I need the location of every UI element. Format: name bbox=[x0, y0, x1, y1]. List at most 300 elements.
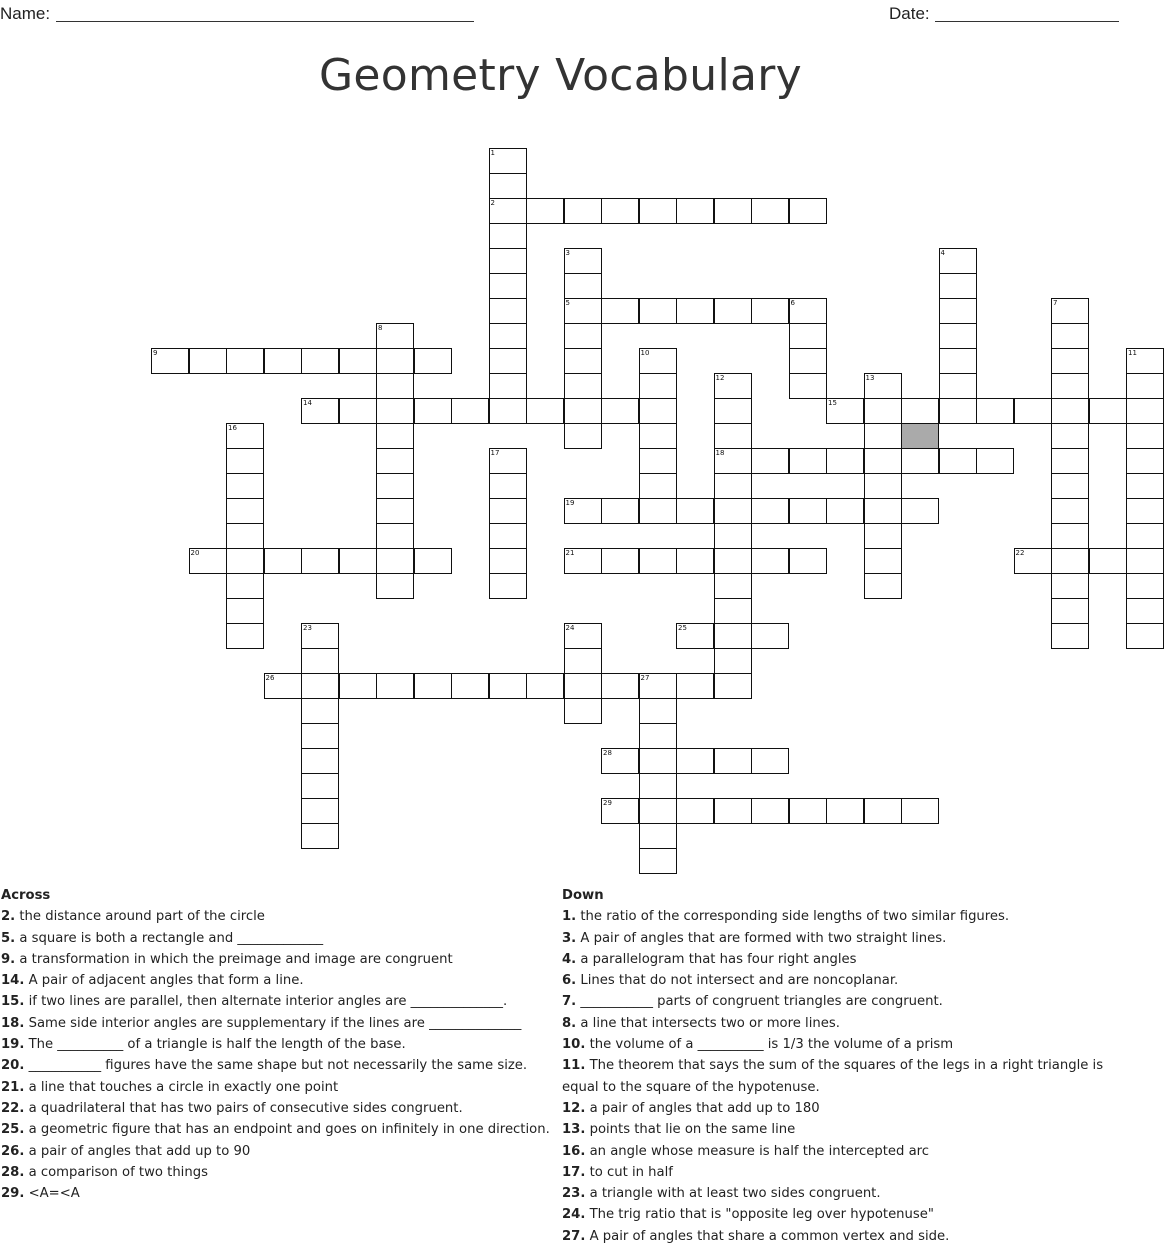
clue-text: a pair of angles that add up to 180 bbox=[585, 1100, 820, 1116]
grid-cell[interactable] bbox=[226, 423, 264, 449]
clue-item bbox=[562, 991, 1118, 1012]
grid-cell[interactable] bbox=[489, 198, 527, 224]
grid-cell[interactable] bbox=[826, 798, 864, 824]
grid-cell[interactable] bbox=[864, 798, 902, 824]
grid-cell[interactable] bbox=[639, 823, 677, 849]
cell-number: 29 bbox=[603, 799, 612, 807]
down-clue-list bbox=[562, 906, 1118, 1247]
grid-cell[interactable] bbox=[489, 298, 527, 324]
grid-cell[interactable] bbox=[1014, 398, 1052, 424]
clue-item bbox=[1, 1098, 561, 1119]
grid-cell[interactable] bbox=[1051, 298, 1089, 324]
grid-cell[interactable] bbox=[414, 673, 452, 699]
clue-item bbox=[562, 970, 1118, 991]
grid-cell[interactable] bbox=[414, 398, 452, 424]
grid-cell[interactable] bbox=[301, 723, 339, 749]
grid-cell[interactable] bbox=[226, 573, 264, 599]
grid-cell[interactable] bbox=[301, 623, 339, 649]
grid-cell[interactable] bbox=[601, 748, 639, 774]
grid-cell[interactable] bbox=[564, 373, 602, 399]
grid-cell[interactable] bbox=[376, 548, 414, 574]
grid-cell[interactable] bbox=[751, 498, 789, 524]
cell-number: 19 bbox=[565, 499, 575, 507]
grid-cell[interactable] bbox=[489, 548, 527, 574]
grid-cell[interactable] bbox=[639, 698, 677, 724]
clue-item bbox=[562, 1183, 1118, 1204]
grid-cell[interactable] bbox=[451, 398, 489, 424]
cell-number: 8 bbox=[378, 324, 383, 332]
grid-cell[interactable] bbox=[564, 423, 602, 449]
grid-cell[interactable] bbox=[376, 473, 414, 499]
clue-item bbox=[1, 928, 561, 949]
grid-cell[interactable] bbox=[489, 273, 527, 299]
clue-item bbox=[562, 1141, 1118, 1162]
across-heading: Across bbox=[1, 888, 51, 903]
grid-cell[interactable] bbox=[939, 273, 977, 299]
grid-cell[interactable] bbox=[526, 198, 564, 224]
grid-cell[interactable] bbox=[751, 548, 789, 574]
grid-cell[interactable] bbox=[301, 673, 339, 699]
grid-cell[interactable] bbox=[489, 448, 527, 474]
grid-cell[interactable] bbox=[1051, 348, 1089, 374]
grid-cell[interactable] bbox=[526, 673, 564, 699]
grid-cell[interactable] bbox=[564, 398, 602, 424]
grid-cell[interactable] bbox=[714, 198, 752, 224]
grid-cell[interactable] bbox=[676, 498, 714, 524]
grid-cell[interactable] bbox=[714, 748, 752, 774]
grid-cell[interactable] bbox=[489, 223, 527, 249]
grid-cell[interactable] bbox=[789, 448, 827, 474]
clue-text: ___________ figures have the same shape but not necessarily the same size. bbox=[24, 1058, 528, 1074]
clue-item bbox=[1, 1077, 561, 1098]
grid-cell[interactable] bbox=[976, 398, 1014, 424]
grid-cell[interactable] bbox=[639, 348, 677, 374]
clue-item bbox=[562, 949, 1118, 970]
clue-number: 20. bbox=[1, 1058, 25, 1074]
grid-cell[interactable] bbox=[601, 548, 639, 574]
clue-number: 12. bbox=[562, 1100, 586, 1116]
grid-cell[interactable] bbox=[789, 323, 827, 349]
grid-cell[interactable] bbox=[151, 348, 189, 374]
grid-cell[interactable] bbox=[226, 473, 264, 499]
cell-number: 26 bbox=[265, 674, 275, 682]
grid-cell[interactable] bbox=[639, 723, 677, 749]
clue-number: 23. bbox=[562, 1186, 586, 1202]
clue-item bbox=[1, 991, 561, 1012]
grid-cell[interactable] bbox=[264, 348, 302, 374]
grid-cell[interactable] bbox=[564, 548, 602, 574]
clue-item bbox=[562, 1098, 1118, 1119]
grid-cell[interactable] bbox=[676, 548, 714, 574]
grid-cell[interactable] bbox=[1126, 498, 1164, 524]
grid-cell[interactable] bbox=[714, 673, 752, 699]
clue-number: 26. bbox=[1, 1143, 25, 1159]
grid-cell[interactable] bbox=[714, 648, 752, 674]
grid-cell[interactable] bbox=[939, 373, 977, 399]
grid-cell[interactable] bbox=[489, 398, 527, 424]
grid-cell[interactable] bbox=[676, 798, 714, 824]
cell-number: 13 bbox=[865, 374, 875, 382]
grid-cell[interactable] bbox=[1126, 548, 1164, 574]
grid-cell[interactable] bbox=[1051, 373, 1089, 399]
grid-cell[interactable] bbox=[864, 548, 902, 574]
clue-number: 22. bbox=[1, 1100, 25, 1116]
grid-cell[interactable] bbox=[489, 348, 527, 374]
grid-cell[interactable] bbox=[676, 673, 714, 699]
grid-cell[interactable] bbox=[864, 373, 902, 399]
clue-item bbox=[562, 1204, 1118, 1225]
grid-cell[interactable] bbox=[489, 148, 527, 174]
grid-cell[interactable] bbox=[639, 498, 677, 524]
clue-text: if two lines are parallel, then alternate interior angles are ______________. bbox=[24, 994, 508, 1010]
cell-number: 18 bbox=[715, 449, 725, 457]
clue-text: points that lie on the same line bbox=[585, 1122, 796, 1138]
grid-cell[interactable] bbox=[976, 448, 1014, 474]
grid-cell[interactable] bbox=[376, 423, 414, 449]
grid-cell[interactable] bbox=[1051, 548, 1089, 574]
clue-item bbox=[562, 1034, 1118, 1055]
page-title: Geometry Vocabulary bbox=[319, 50, 802, 101]
clue-text: The __________ of a triangle is half the length of the base. bbox=[24, 1037, 406, 1053]
grid-cell[interactable] bbox=[414, 548, 452, 574]
grid-cell[interactable] bbox=[789, 198, 827, 224]
grid-cell[interactable] bbox=[901, 448, 939, 474]
down-clues bbox=[562, 885, 1118, 1247]
grid-cell[interactable] bbox=[564, 248, 602, 274]
cell-number: 21 bbox=[565, 549, 575, 557]
grid-cell[interactable] bbox=[714, 298, 752, 324]
grid-cell[interactable] bbox=[1126, 573, 1164, 599]
grid-cell[interactable] bbox=[751, 448, 789, 474]
grid-cell[interactable] bbox=[714, 448, 752, 474]
grid-cell[interactable] bbox=[714, 373, 752, 399]
grid-cell[interactable] bbox=[789, 798, 827, 824]
grid-cell[interactable] bbox=[489, 248, 527, 274]
grid-cell[interactable] bbox=[639, 298, 677, 324]
grid-cell[interactable] bbox=[751, 798, 789, 824]
clue-text: a transformation in which the preimage and image are congruent bbox=[15, 951, 453, 967]
grid-cell[interactable] bbox=[1051, 498, 1089, 524]
name-label: Name: bbox=[0, 4, 51, 23]
cell-number: 25 bbox=[678, 624, 687, 632]
grid-cell[interactable] bbox=[639, 473, 677, 499]
grid-cell[interactable] bbox=[789, 548, 827, 574]
grid-cell[interactable] bbox=[639, 373, 677, 399]
grid-cell[interactable] bbox=[826, 398, 864, 424]
grid-cell[interactable] bbox=[601, 498, 639, 524]
grid-cell[interactable] bbox=[639, 798, 677, 824]
grid-cell[interactable] bbox=[1051, 448, 1089, 474]
grid-cell[interactable] bbox=[789, 373, 827, 399]
grid-cell[interactable] bbox=[564, 648, 602, 674]
grid-cell[interactable] bbox=[639, 548, 677, 574]
clue-number: 9. bbox=[1, 951, 16, 967]
grid-cell[interactable] bbox=[676, 198, 714, 224]
clue-text: a square is both a rectangle and _____________ bbox=[15, 930, 324, 946]
clue-number: 8. bbox=[562, 1015, 577, 1031]
grid-cell[interactable] bbox=[564, 198, 602, 224]
grid-cell[interactable] bbox=[1051, 398, 1089, 424]
grid-cell[interactable] bbox=[1014, 548, 1052, 574]
grid-cell[interactable] bbox=[489, 673, 527, 699]
grid-cell[interactable] bbox=[189, 548, 227, 574]
grid-cell[interactable] bbox=[639, 848, 677, 874]
grid-cell[interactable] bbox=[864, 473, 902, 499]
grid-cell[interactable] bbox=[301, 548, 339, 574]
clue-item bbox=[562, 1162, 1118, 1183]
cell-number: 2 bbox=[490, 199, 495, 207]
grid-cell[interactable] bbox=[376, 448, 414, 474]
grid-cell[interactable] bbox=[1126, 448, 1164, 474]
clue-text: the volume of a __________ is 1/3 the volume of a prism bbox=[585, 1037, 954, 1053]
grid-cell[interactable] bbox=[339, 398, 377, 424]
grid-cell[interactable] bbox=[301, 648, 339, 674]
grid-cell[interactable] bbox=[301, 798, 339, 824]
clue-item bbox=[562, 1055, 1118, 1098]
grid-cell[interactable] bbox=[714, 548, 752, 574]
grid-cell[interactable] bbox=[301, 398, 339, 424]
grid-cell[interactable] bbox=[601, 398, 639, 424]
grid-cell[interactable] bbox=[864, 523, 902, 549]
grid-cell[interactable] bbox=[489, 373, 527, 399]
cell-number: 12 bbox=[715, 374, 725, 382]
clue-item bbox=[562, 1013, 1118, 1034]
grid-cell[interactable] bbox=[264, 548, 302, 574]
cell-number: 27 bbox=[640, 674, 650, 682]
grid-cell[interactable] bbox=[714, 798, 752, 824]
clue-text: a line that intersects two or more lines. bbox=[576, 1015, 840, 1031]
cell-number: 5 bbox=[565, 299, 570, 307]
grid-cell[interactable] bbox=[1089, 398, 1127, 424]
grid-cell[interactable] bbox=[789, 298, 827, 324]
cell-number: 23 bbox=[303, 624, 312, 632]
grid-cell[interactable] bbox=[864, 423, 902, 449]
grid-cell[interactable] bbox=[939, 348, 977, 374]
grid-cell[interactable] bbox=[751, 748, 789, 774]
clue-number: 18. bbox=[1, 1015, 25, 1031]
clue-text: Same side interior angles are supplementary if the lines are ______________ bbox=[24, 1015, 522, 1031]
grid-cell[interactable] bbox=[1051, 323, 1089, 349]
grid-cell[interactable] bbox=[489, 473, 527, 499]
clue-number: 15. bbox=[1, 994, 25, 1010]
grid-cell[interactable] bbox=[676, 298, 714, 324]
grid-cell[interactable] bbox=[301, 348, 339, 374]
grid-cell[interactable] bbox=[564, 673, 602, 699]
grid-cell[interactable] bbox=[789, 498, 827, 524]
grid-cell[interactable] bbox=[376, 498, 414, 524]
grid-cell[interactable] bbox=[714, 623, 752, 649]
grid-cell[interactable] bbox=[376, 673, 414, 699]
grid-cell[interactable] bbox=[939, 323, 977, 349]
grid-cell[interactable] bbox=[901, 398, 939, 424]
cell-number: 10 bbox=[640, 349, 650, 357]
grid-cell[interactable] bbox=[376, 373, 414, 399]
grid-cell[interactable] bbox=[901, 498, 939, 524]
grid-cell[interactable] bbox=[714, 473, 752, 499]
across-clues bbox=[1, 885, 561, 1204]
clue-text: to cut in half bbox=[585, 1164, 673, 1180]
grid-cell[interactable] bbox=[376, 523, 414, 549]
cell-number: 24 bbox=[565, 624, 575, 632]
clue-text: a line that touches a circle in exactly one point bbox=[24, 1079, 339, 1095]
clue-item bbox=[562, 1226, 1118, 1247]
grid-cell[interactable] bbox=[339, 348, 377, 374]
grid-cell[interactable] bbox=[489, 573, 527, 599]
grid-cell[interactable] bbox=[864, 398, 902, 424]
grid-cell[interactable] bbox=[301, 823, 339, 849]
grid-cell[interactable] bbox=[714, 573, 752, 599]
grid-cell[interactable] bbox=[226, 598, 264, 624]
clue-item bbox=[1, 1183, 561, 1204]
clue-item bbox=[1, 1119, 561, 1140]
grid-cell[interactable] bbox=[1051, 573, 1089, 599]
grid-cell[interactable] bbox=[714, 398, 752, 424]
clue-item bbox=[1, 1034, 561, 1055]
grid-cell[interactable] bbox=[714, 523, 752, 549]
grid-cell[interactable] bbox=[564, 323, 602, 349]
clue-text: ___________ parts of congruent triangles are congruent. bbox=[576, 994, 943, 1010]
cell-number: 11 bbox=[1128, 349, 1137, 357]
clue-text: <A=<A bbox=[24, 1186, 80, 1202]
grid-cell[interactable] bbox=[1126, 348, 1164, 374]
grid-cell[interactable] bbox=[826, 448, 864, 474]
clue-number: 5. bbox=[1, 930, 16, 946]
cell-number: 20 bbox=[190, 549, 200, 557]
grid-cell[interactable] bbox=[1126, 423, 1164, 449]
grid-cell[interactable] bbox=[264, 673, 302, 699]
grid-cell[interactable] bbox=[1126, 373, 1164, 399]
grid-cell[interactable] bbox=[1126, 398, 1164, 424]
grid-cell[interactable] bbox=[301, 773, 339, 799]
grid-cell[interactable] bbox=[601, 673, 639, 699]
grid-cell[interactable] bbox=[751, 198, 789, 224]
grid-cell[interactable] bbox=[564, 623, 602, 649]
grid-cell[interactable] bbox=[489, 498, 527, 524]
clue-number: 7. bbox=[562, 994, 577, 1010]
grid-cell[interactable] bbox=[564, 298, 602, 324]
grid-cell[interactable] bbox=[639, 198, 677, 224]
grid-cell[interactable] bbox=[639, 773, 677, 799]
grid-cell[interactable] bbox=[751, 298, 789, 324]
grid-cell[interactable] bbox=[1051, 598, 1089, 624]
cell-number: 6 bbox=[790, 299, 795, 307]
grid-cell[interactable] bbox=[714, 423, 752, 449]
grid-cell[interactable] bbox=[226, 498, 264, 524]
grid-cell[interactable] bbox=[1126, 623, 1164, 649]
grid-cell[interactable] bbox=[601, 198, 639, 224]
grid-cell[interactable] bbox=[489, 173, 527, 199]
clue-item bbox=[1, 1055, 561, 1076]
grid-cell[interactable] bbox=[751, 623, 789, 649]
clue-number: 4. bbox=[562, 951, 577, 967]
cell-number: 4 bbox=[940, 249, 945, 257]
grid-cell[interactable] bbox=[601, 798, 639, 824]
grid-cell[interactable] bbox=[676, 748, 714, 774]
clue-item bbox=[562, 1119, 1118, 1140]
grid-cell[interactable] bbox=[1089, 548, 1127, 574]
grid-cell[interactable] bbox=[1051, 423, 1089, 449]
grid-cell[interactable] bbox=[226, 448, 264, 474]
grid-cell[interactable] bbox=[376, 348, 414, 374]
grid-cell[interactable] bbox=[1126, 473, 1164, 499]
grid-cell[interactable] bbox=[714, 598, 752, 624]
grid-cell[interactable] bbox=[939, 398, 977, 424]
clue-text: Lines that do not intersect and are noncoplanar. bbox=[576, 973, 899, 989]
grid-cell[interactable] bbox=[564, 348, 602, 374]
clue-number: 19. bbox=[1, 1037, 25, 1053]
grid-cell[interactable] bbox=[376, 398, 414, 424]
cell-number: 28 bbox=[603, 749, 612, 757]
grid-cell[interactable] bbox=[639, 448, 677, 474]
clue-text: the ratio of the corresponding side lengths of two similar figures. bbox=[576, 909, 1010, 925]
grid-cell[interactable] bbox=[226, 623, 264, 649]
cell-number: 15 bbox=[828, 399, 837, 407]
clue-number: 3. bbox=[562, 930, 577, 946]
clue-number: 10. bbox=[562, 1037, 586, 1053]
grid-cell[interactable] bbox=[864, 448, 902, 474]
grid-cell[interactable] bbox=[414, 348, 452, 374]
clue-text: a comparison of two things bbox=[24, 1164, 208, 1180]
grid-cell[interactable] bbox=[489, 523, 527, 549]
grid-cell[interactable] bbox=[1126, 523, 1164, 549]
grid-cell[interactable] bbox=[639, 748, 677, 774]
clue-number: 1. bbox=[562, 909, 577, 925]
grid-cell[interactable] bbox=[451, 673, 489, 699]
cell-number: 14 bbox=[303, 399, 312, 407]
grid-cell[interactable] bbox=[339, 548, 377, 574]
grid-cell[interactable] bbox=[676, 623, 714, 649]
grid-cell[interactable] bbox=[601, 298, 639, 324]
grid-cell[interactable] bbox=[189, 348, 227, 374]
grid-cell[interactable] bbox=[226, 348, 264, 374]
clue-item bbox=[1, 1162, 561, 1183]
grid-cell[interactable] bbox=[339, 673, 377, 699]
grid-cell[interactable] bbox=[639, 673, 677, 699]
grid-cell[interactable] bbox=[564, 273, 602, 299]
grid-cell[interactable] bbox=[226, 548, 264, 574]
grid-cell[interactable] bbox=[826, 498, 864, 524]
clue-item bbox=[1, 970, 561, 991]
grid-cell[interactable] bbox=[789, 348, 827, 374]
grid-cell[interactable] bbox=[376, 573, 414, 599]
clue-number: 24. bbox=[562, 1207, 586, 1223]
grid-cell[interactable] bbox=[1051, 473, 1089, 499]
clue-text: The trig ratio that is "opposite leg over hypotenuse" bbox=[585, 1207, 934, 1223]
grid-cell[interactable] bbox=[1051, 623, 1089, 649]
grid-cell[interactable] bbox=[301, 748, 339, 774]
grid-cell[interactable] bbox=[526, 398, 564, 424]
grid-cell[interactable] bbox=[489, 323, 527, 349]
grid-cell[interactable] bbox=[864, 573, 902, 599]
grid-cell[interactable] bbox=[864, 498, 902, 524]
grid-cell[interactable] bbox=[714, 498, 752, 524]
grid-cell[interactable] bbox=[1051, 523, 1089, 549]
grid-cell[interactable] bbox=[639, 398, 677, 424]
grid-cell[interactable] bbox=[301, 698, 339, 724]
grid-cell[interactable] bbox=[564, 698, 602, 724]
grid-cell[interactable] bbox=[226, 523, 264, 549]
grid-cell[interactable] bbox=[1126, 598, 1164, 624]
clue-text: A pair of angles that are formed with two straight lines. bbox=[576, 930, 947, 946]
cell-number: 16 bbox=[228, 424, 237, 432]
grid-cell[interactable] bbox=[939, 448, 977, 474]
grid-cell[interactable] bbox=[939, 298, 977, 324]
grid-cell[interactable] bbox=[939, 248, 977, 274]
grid-cell[interactable] bbox=[901, 798, 939, 824]
grid-cell[interactable] bbox=[639, 423, 677, 449]
grid-cell[interactable] bbox=[376, 323, 414, 349]
grid-cell[interactable] bbox=[564, 498, 602, 524]
